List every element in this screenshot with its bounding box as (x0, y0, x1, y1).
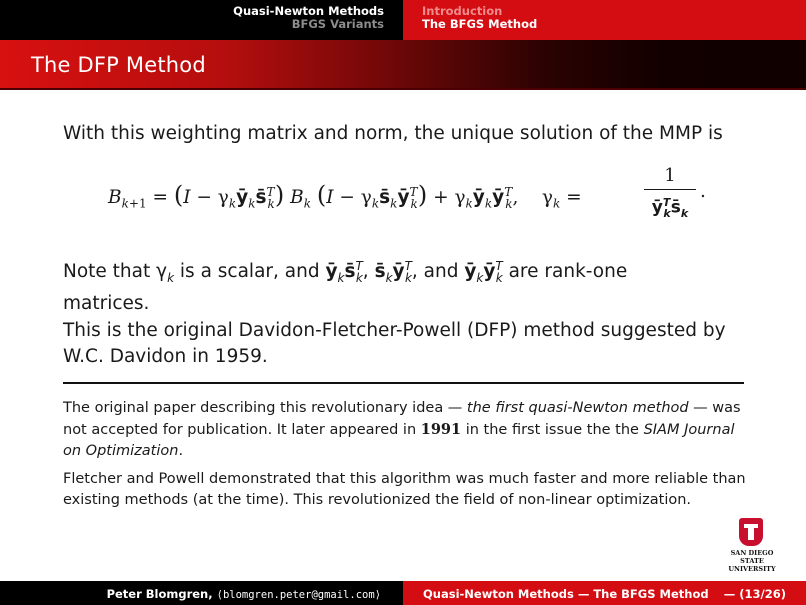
footer-author: Peter Blomgren, ⟨blomgren.peter@gmail.com⟩ (0, 581, 403, 605)
top-navigation (0, 0, 806, 40)
footer-title: Quasi-Newton Methods — The BFGS Method — (13/26) (403, 581, 806, 605)
note-fletcher-powell: Fletcher and Powell demonstrated that this algorithm was much faster and more reliable than existing methods (at the time). This revolutionized the field of non-linear optimization. (63, 471, 746, 508)
sdsu-shield-icon (739, 518, 763, 546)
intro-paragraph: With this weighting matrix and norm, the unique solution of the MMP is (63, 123, 723, 144)
footer-bar (0, 581, 806, 605)
author-email: ⟨blomgren.peter@gmail.com⟩ (216, 589, 381, 601)
nav-link-introduction[interactable]: Introduction (422, 4, 503, 18)
dfp-update-equation: $B_{k+1} = (I$ − $\gamma_kȳ_ks̄^T_k$) $B_k$ $(I - \gamma_ks̄_kȳ^T_k)$ + $\gamma_kȳ_kȳ^T_k$, $\gamma_k$ = 1 $ȳ^T_ks̄_k$ . (108, 165, 728, 225)
nav-section-right (403, 0, 806, 40)
frame-title-bar (0, 40, 806, 90)
nav-link-bfgs-method[interactable]: The BFGS Method (422, 17, 538, 31)
sdsu-logo: SAN DIEGO STATE UNIVERSITY (724, 518, 780, 568)
frame-title: The DFP Method (31, 53, 206, 77)
page-number: — (13/26) (723, 587, 786, 601)
nav-link-quasi-newton[interactable]: Quasi-Newton Methods (233, 4, 384, 18)
nav-section-left (0, 0, 403, 40)
rank-one-paragraph: Note that $\gamma_k$ is a scalar, and $ȳ_ks̄^T_k$, $s̄_kȳ^T_k$, and $ȳ_kȳ^T_k$ are rank-one matrices. (63, 259, 628, 314)
gamma-fraction: 1 $ȳ^T_ks̄_k$ (640, 165, 700, 225)
note-publication-history: The original paper describing this revolutionary idea — the first quasi-Newton method — was not accepted for publication. It later appeared in 1991 in the first issue the the SIAM Journal on Optimization. (63, 400, 741, 459)
dfp-history-paragraph: This is the original Davidon-Fletcher-Powell (DFP) method suggested by W.C. Davidon in 1959. (63, 320, 726, 367)
section-divider (63, 382, 744, 384)
equation-main: $B_{k+1} = (I$ − $\gamma_kȳ_ks̄^T_k$) $B_k$ $(I - \gamma_ks̄_kȳ^T_k)$ + $\gamma_kȳ_kȳ^T_k$, $\gamma_k$ = (108, 181, 582, 211)
nav-link-bfgs-variants[interactable]: BFGS Variants (291, 17, 384, 31)
